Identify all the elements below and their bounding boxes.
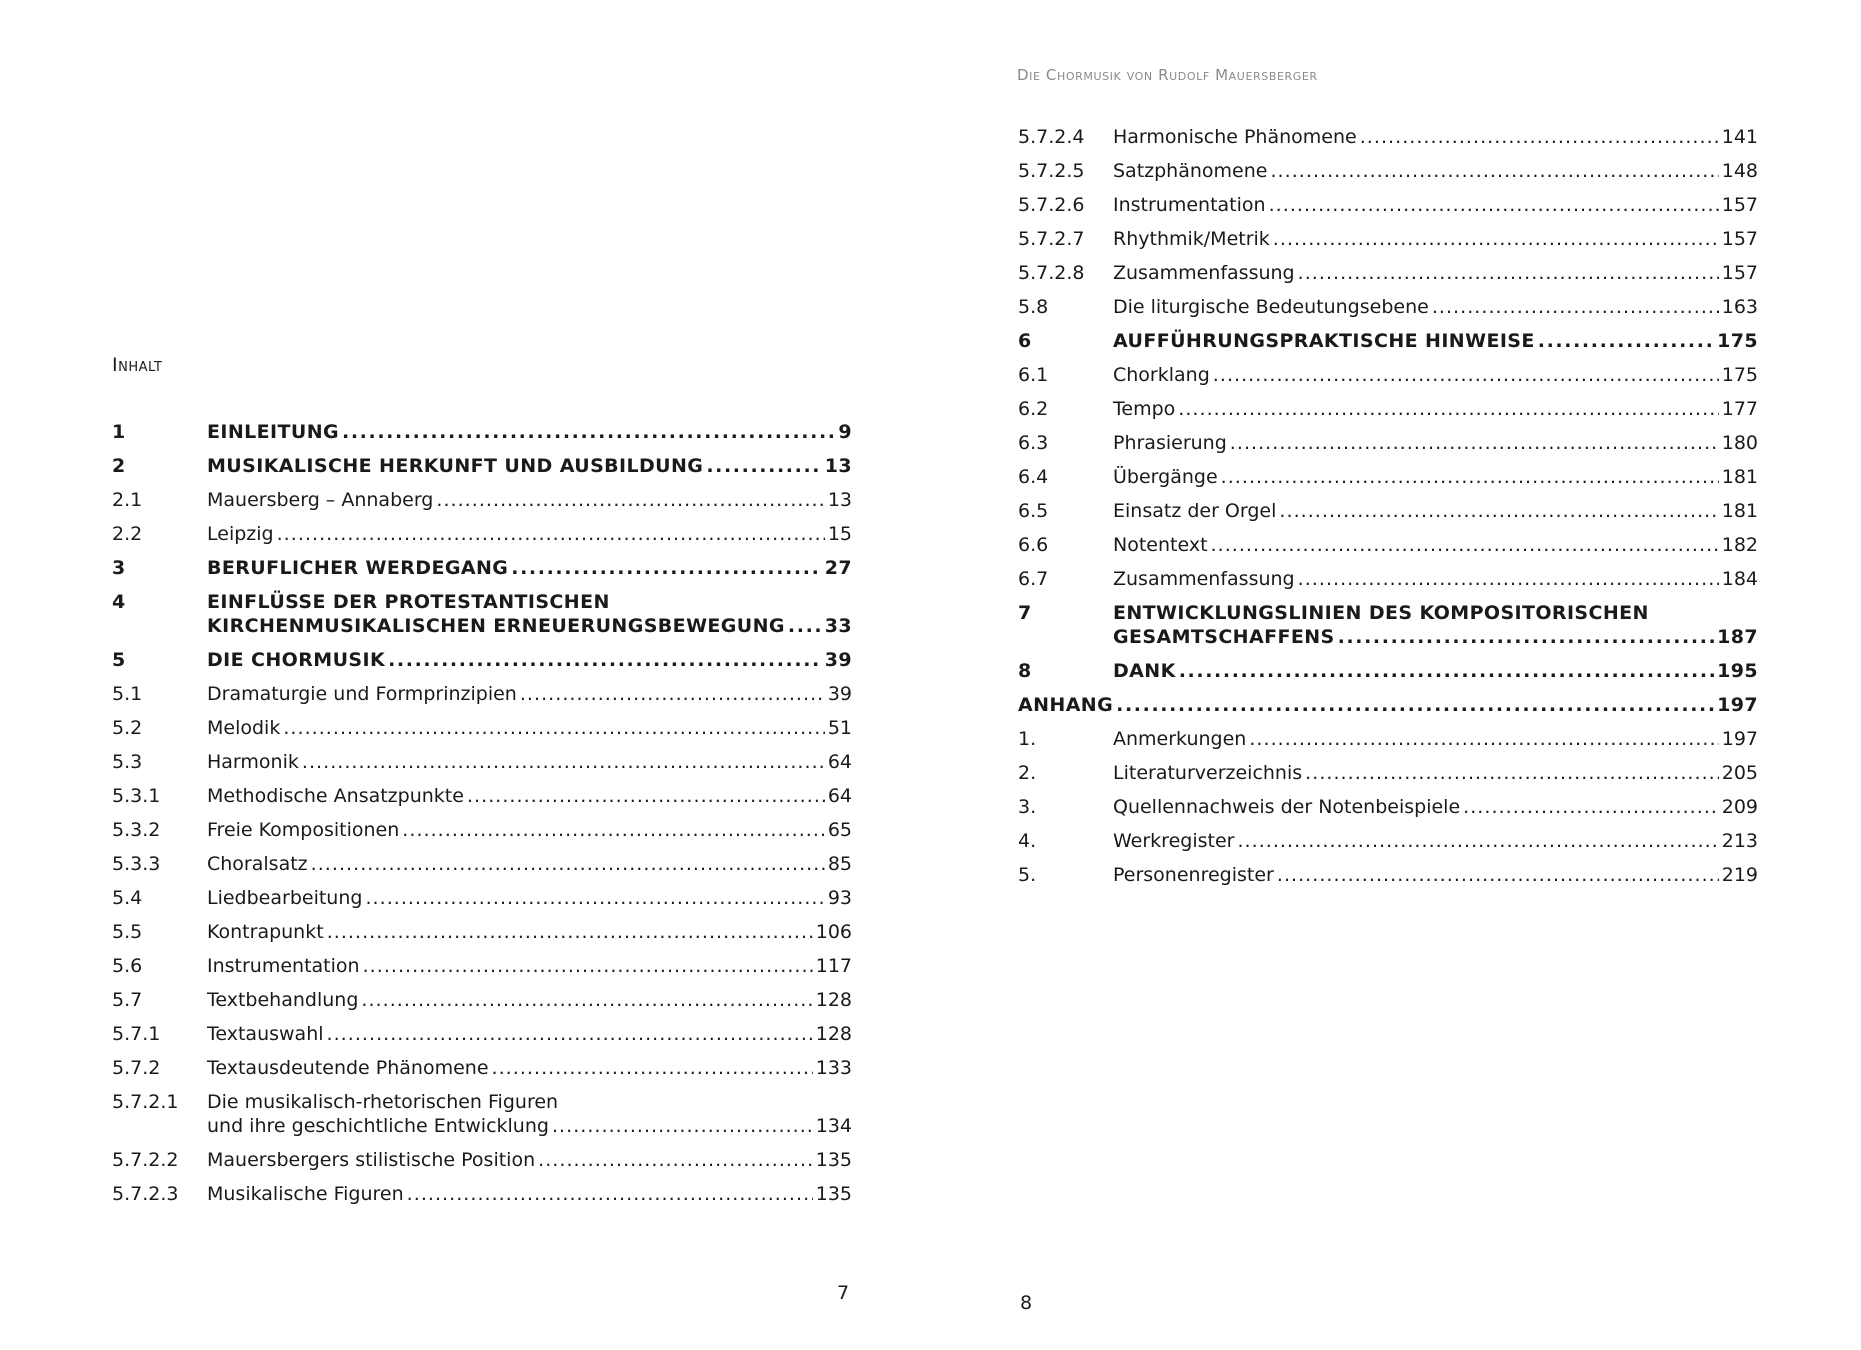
toc-entry: [1018, 863, 1758, 887]
toc-entry-title: AUFFÜHRUNGSPRAKTISCHE HINWEISE: [1113, 330, 1535, 352]
toc-entry-number: 5.1: [112, 683, 143, 705]
toc-entry: [1018, 261, 1758, 285]
toc-entry: [1018, 329, 1758, 353]
toc-entry-page: 134: [815, 1115, 852, 1137]
toc-entry: [112, 1090, 852, 1138]
dot-leader: [1221, 465, 1719, 489]
toc-entry-page: 197: [1717, 694, 1758, 716]
toc-entry-number: 2: [112, 455, 126, 477]
toc-entry-page: 39: [824, 649, 852, 671]
toc-entry-title: Einsatz der Orgel: [1113, 500, 1277, 522]
toc-entry-page: 187: [1717, 626, 1758, 648]
toc-entry: [112, 648, 852, 672]
section-title: Inhalt: [112, 354, 163, 376]
toc-entry-page: 157: [1721, 194, 1758, 216]
toc-entry-title: Harmonik: [207, 751, 299, 773]
toc-entry-number: 5.7.2.3: [112, 1183, 179, 1205]
toc-entry-page: 148: [1721, 160, 1758, 182]
toc-entry-number: 5.3: [112, 751, 143, 773]
toc-entry-page: 51: [827, 717, 852, 739]
toc-entry-page: 133: [815, 1057, 852, 1079]
toc-entry-title: ANHANG: [1018, 694, 1114, 716]
toc-entry-number: 5: [112, 649, 126, 671]
toc-entry: [112, 716, 852, 740]
toc-entry-page: 15: [827, 523, 852, 545]
toc-entry-number: 5.7.2.5: [1018, 160, 1085, 182]
toc-entry-page: 33: [824, 615, 852, 637]
toc-entry-title: Musikalische Figuren: [207, 1183, 404, 1205]
toc-entry-page: 175: [1721, 364, 1758, 386]
toc-entry-title: Textauswahl: [207, 1023, 324, 1045]
dot-leader: [492, 1056, 813, 1080]
toc-entry-title: MUSIKALISCHE HERKUNFT UND AUSBILDUNG: [207, 455, 704, 477]
toc-entry: [112, 1022, 852, 1046]
toc-entry-title: DIE CHORMUSIK: [207, 649, 386, 671]
toc-entry-number: 5.: [1018, 864, 1037, 886]
dot-leader: [1305, 761, 1719, 785]
toc-entry-title: Kontrapunkt: [207, 921, 324, 943]
toc-entry: [112, 988, 852, 1012]
toc-entry-number: 6.3: [1018, 432, 1049, 454]
toc-entry-page: 9: [838, 421, 852, 443]
toc-entry-title-continued: und ihre geschichtliche Entwicklung: [207, 1115, 549, 1137]
toc-entry-number: 4.: [1018, 830, 1037, 852]
toc-entry-page: 177: [1721, 398, 1758, 420]
toc-entry: [1018, 659, 1758, 683]
toc-entry: [1018, 829, 1758, 853]
toc-entry-title: Rhythmik/Metrik: [1113, 228, 1270, 250]
toc-entry-title: Übergänge: [1113, 466, 1218, 488]
toc-entry: [112, 522, 852, 546]
toc-entry: [112, 682, 852, 706]
toc-entry-page: 106: [815, 921, 852, 943]
toc-entry: [112, 852, 852, 876]
dot-leader: [1237, 829, 1718, 853]
toc-entry-title: Satzphänomene: [1113, 160, 1268, 182]
dot-leader: [1279, 499, 1718, 523]
toc-entry-title: Tempo: [1113, 398, 1176, 420]
toc-entry-page: 135: [815, 1183, 852, 1205]
toc-entry-number: 5.3.3: [112, 853, 161, 875]
toc-entry-number: 1: [112, 421, 126, 443]
dot-leader: [327, 920, 813, 944]
toc-entry-title: Methodische Ansatzpunkte: [207, 785, 464, 807]
dot-leader: [1270, 159, 1718, 183]
toc-entry-number: 5.6: [112, 955, 143, 977]
toc-entry-page: 64: [827, 751, 852, 773]
toc-entry-page: 141: [1721, 126, 1758, 148]
toc-entry-title: Textbehandlung: [207, 989, 359, 1011]
dot-leader: [1277, 863, 1719, 887]
toc-entry-title: Phrasierung: [1113, 432, 1227, 454]
toc-entry: [112, 1148, 852, 1172]
toc-entry: [112, 818, 852, 842]
toc-entry-page: 39: [827, 683, 852, 705]
dot-leader: [706, 454, 821, 478]
toc-entry-title: Liedbearbeitung: [207, 887, 363, 909]
toc-entry: [1018, 499, 1758, 523]
toc-entry: [112, 1056, 852, 1080]
toc-entry-number: 5.2: [112, 717, 143, 739]
toc-entry-number: 7: [1018, 602, 1032, 624]
toc-entry-page: 209: [1721, 796, 1758, 818]
toc-entry-title: Zusammenfassung: [1113, 568, 1295, 590]
toc-entry-number: 5.7.2.1: [112, 1091, 179, 1113]
toc-entry: [112, 784, 852, 808]
dot-leader: [1432, 295, 1719, 319]
toc-entry-title: Mauersberg – Annaberg: [207, 489, 434, 511]
toc-entry: [1018, 465, 1758, 489]
toc-entry-number: 2.: [1018, 762, 1037, 784]
toc-entry-page: 180: [1721, 432, 1758, 454]
dot-leader: [520, 682, 825, 706]
dot-leader: [1360, 125, 1719, 149]
dot-leader: [1230, 431, 1719, 455]
toc-entry: [1018, 601, 1758, 649]
toc-entry-number: 5.7: [112, 989, 143, 1011]
toc-entry-title: Anmerkungen: [1113, 728, 1247, 750]
toc-entry-title: EINFLÜSSE DER PROTESTANTISCHEN: [207, 591, 610, 613]
toc-entry-title: Die liturgische Bedeutungsebene: [1113, 296, 1429, 318]
toc-entry-title: Literaturverzeichnis: [1113, 762, 1303, 784]
toc-entry-title: Leipzig: [207, 523, 274, 545]
toc-entry-number: 5.3.1: [112, 785, 161, 807]
toc-entry-number: 6.4: [1018, 466, 1049, 488]
toc-entry-number: 5.4: [112, 887, 143, 909]
dot-leader: [283, 716, 824, 740]
toc-entry-title: ENTWICKLUNGSLINIEN DES KOMPOSITORISCHEN: [1113, 602, 1649, 624]
toc-entry-title-continued: KIRCHENMUSIKALISCHEN ERNEUERUNGSBEWEGUNG: [207, 615, 785, 637]
toc-entry: [1018, 431, 1758, 455]
dot-leader: [361, 988, 812, 1012]
toc-entry: [112, 454, 852, 478]
toc-entry-page: 213: [1721, 830, 1758, 852]
toc-entry-title: Melodik: [207, 717, 281, 739]
dot-leader: [1298, 261, 1719, 285]
toc-entry-page: 135: [815, 1149, 852, 1171]
toc-entry-number: 6.6: [1018, 534, 1049, 556]
toc-entry-title: Werkregister: [1113, 830, 1235, 852]
toc-entry: [1018, 193, 1758, 217]
toc-entry: [1018, 727, 1758, 751]
dot-leader: [467, 784, 825, 808]
dot-leader: [311, 852, 825, 876]
toc-entry-title: Freie Kompositionen: [207, 819, 400, 841]
dot-leader: [1179, 659, 1714, 683]
toc-entry-title: Choralsatz: [207, 853, 308, 875]
toc-entry-number: 3: [112, 557, 126, 579]
toc-entry-number: 1.: [1018, 728, 1037, 750]
toc-entry: [112, 1182, 852, 1206]
toc-entry-page: 85: [827, 853, 852, 875]
toc-entry-page: 195: [1717, 660, 1758, 682]
dot-leader: [1538, 329, 1714, 353]
toc-entry-title: Notentext: [1113, 534, 1208, 556]
toc-entry: [112, 590, 852, 638]
toc-entry-page: 128: [815, 1023, 852, 1045]
dot-leader: [1116, 693, 1714, 717]
dot-leader: [538, 1148, 813, 1172]
toc-right: [1018, 115, 1758, 887]
toc-entry-page: 219: [1721, 864, 1758, 886]
toc-entry-number: 5.7.1: [112, 1023, 161, 1045]
toc-entry-title-continued: GESAMTSCHAFFENS: [1113, 626, 1335, 648]
toc-entry-page: 181: [1721, 466, 1758, 488]
toc-entry-title: Chorklang: [1113, 364, 1210, 386]
toc-entry-number: 5.7.2.4: [1018, 126, 1085, 148]
toc-entry-number: 2.1: [112, 489, 143, 511]
toc-entry-page: 197: [1721, 728, 1758, 750]
toc-entry-number: 6: [1018, 330, 1032, 352]
toc-entry: [1018, 295, 1758, 319]
toc-entry-page: 184: [1721, 568, 1758, 590]
toc-entry-number: 6.1: [1018, 364, 1049, 386]
toc-entry-number: 2.2: [112, 523, 143, 545]
toc-entry-page: 13: [827, 489, 852, 511]
toc-entry-number: 5.8: [1018, 296, 1049, 318]
toc-entry-page: 157: [1721, 262, 1758, 284]
toc-entry-page: 93: [827, 887, 852, 909]
dot-leader: [388, 648, 822, 672]
toc-entry-number: 4: [112, 591, 126, 613]
toc-entry-number: 5.3.2: [112, 819, 161, 841]
toc-entry: [1018, 363, 1758, 387]
toc-entry-title: Personenregister: [1113, 864, 1274, 886]
toc-entry-page: 13: [824, 455, 852, 477]
toc-entry: [112, 420, 852, 444]
toc-entry-title: Mauersbergers stilistische Position: [207, 1149, 536, 1171]
dot-leader: [1273, 227, 1719, 251]
toc-entry-page: 157: [1721, 228, 1758, 250]
dot-leader: [327, 1022, 813, 1046]
dot-leader: [363, 954, 813, 978]
toc-entry-title: BERUFLICHER WERDEGANG: [207, 557, 509, 579]
toc-entry-number: 5.7.2.2: [112, 1149, 179, 1171]
dot-leader: [407, 1182, 813, 1206]
toc-entry: [1018, 567, 1758, 591]
toc-entry: [1018, 227, 1758, 251]
dot-leader: [552, 1114, 813, 1138]
dot-leader: [277, 522, 825, 546]
toc-entry: [112, 556, 852, 580]
toc-entry-title: Harmonische Phänomene: [1113, 126, 1357, 148]
toc-entry-number: 8: [1018, 660, 1032, 682]
toc-entry: [112, 886, 852, 910]
toc-entry-title: EINLEITUNG: [207, 421, 339, 443]
dot-leader: [302, 750, 825, 774]
toc-entry-number: 5.7.2: [112, 1057, 161, 1079]
toc-entry-title: Instrumentation: [207, 955, 360, 977]
dot-leader: [788, 614, 822, 638]
toc-left: [112, 410, 852, 1206]
page-number-right: 8: [1020, 1292, 1033, 1314]
dot-leader: [1249, 727, 1718, 751]
toc-entry-page: 182: [1721, 534, 1758, 556]
toc-entry-title: Die musikalisch-rhetorischen Figuren: [207, 1091, 559, 1113]
dot-leader: [342, 420, 835, 444]
toc-entry: [112, 488, 852, 512]
dot-leader: [1298, 567, 1719, 591]
toc-entry-page: 128: [815, 989, 852, 1011]
dot-leader: [511, 556, 821, 580]
dot-leader: [1463, 795, 1719, 819]
dot-leader: [1211, 533, 1719, 557]
toc-entry-title: Instrumentation: [1113, 194, 1266, 216]
dot-leader: [402, 818, 825, 842]
toc-entry-number: 5.7.2.7: [1018, 228, 1085, 250]
toc-entry-number: 6.5: [1018, 500, 1049, 522]
toc-entry: [1018, 125, 1758, 149]
dot-leader: [365, 886, 824, 910]
toc-entry-number: 5.7.2.6: [1018, 194, 1085, 216]
toc-entry: [1018, 159, 1758, 183]
running-head: Die Chormusik von Rudolf Mauersberger: [1017, 66, 1318, 84]
toc-entry-number: 6.7: [1018, 568, 1049, 590]
toc-entry-title: Zusammenfassung: [1113, 262, 1295, 284]
toc-entry-number: 6.2: [1018, 398, 1049, 420]
dot-leader: [1338, 625, 1715, 649]
toc-entry: [1018, 693, 1758, 717]
toc-entry-page: 181: [1721, 500, 1758, 522]
toc-entry-title: DANK: [1113, 660, 1176, 682]
toc-entry: [1018, 761, 1758, 785]
toc-entry-number: 5.5: [112, 921, 143, 943]
toc-entry-title: Quellennachweis der Notenbeispiele: [1113, 796, 1461, 818]
dot-leader: [436, 488, 824, 512]
toc-entry-number: 5.7.2.8: [1018, 262, 1085, 284]
toc-entry: [112, 750, 852, 774]
toc-entry: [112, 920, 852, 944]
toc-entry: [1018, 533, 1758, 557]
toc-entry: [1018, 795, 1758, 819]
dot-leader: [1213, 363, 1719, 387]
toc-entry-page: 27: [824, 557, 852, 579]
toc-entry-page: 175: [1717, 330, 1758, 352]
dot-leader: [1269, 193, 1719, 217]
toc-entry-page: 205: [1721, 762, 1758, 784]
dot-leader: [1178, 397, 1718, 421]
toc-entry: [1018, 397, 1758, 421]
toc-entry-number: 3.: [1018, 796, 1037, 818]
toc-entry-title: Dramaturgie und Formprinzipien: [207, 683, 517, 705]
toc-entry-page: 65: [827, 819, 852, 841]
toc-entry-page: 163: [1721, 296, 1758, 318]
toc-entry-page: 64: [827, 785, 852, 807]
toc-entry-page: 117: [815, 955, 852, 977]
toc-entry: [112, 954, 852, 978]
toc-entry-title: Textausdeutende Phänomene: [207, 1057, 489, 1079]
page-number-left: 7: [837, 1282, 850, 1304]
